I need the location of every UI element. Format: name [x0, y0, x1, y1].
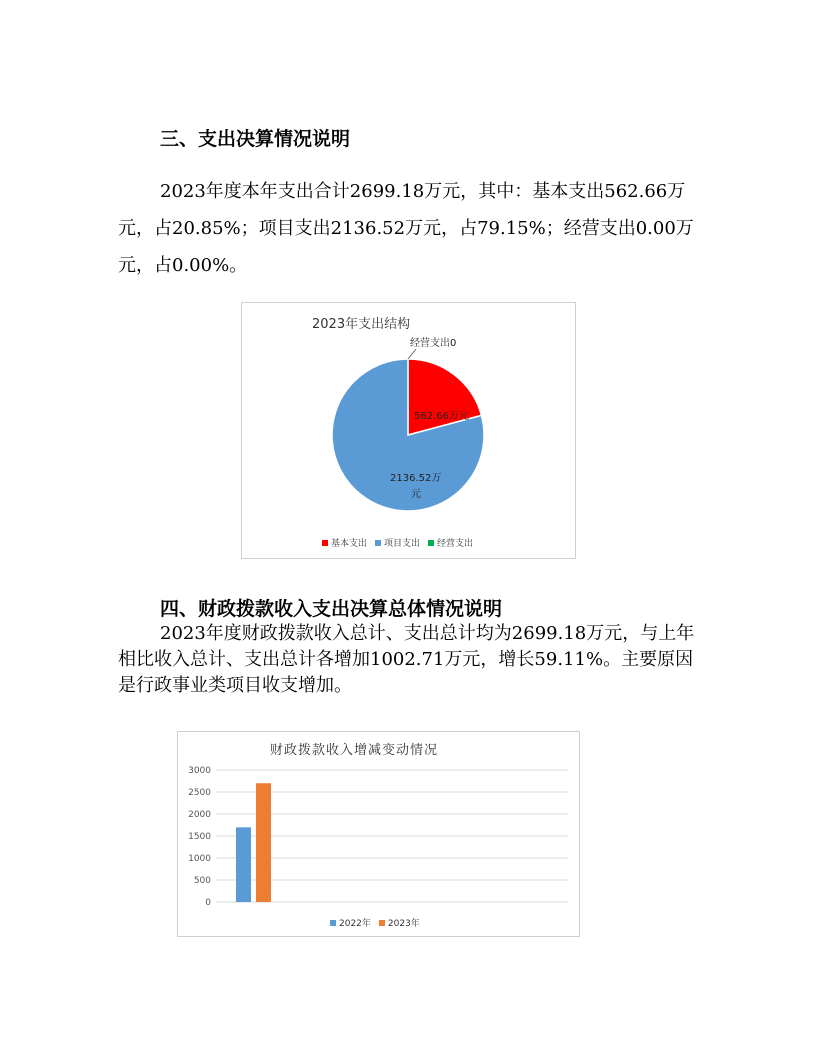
section-heading-expenditure: 三、支出决算情况说明 — [160, 128, 351, 150]
bar-chart-svg — [178, 732, 579, 936]
legend-swatch-blue — [375, 540, 381, 546]
pie-legend-label: 项目支出 — [384, 539, 421, 549]
bar-y-tick-label: 1000 — [188, 854, 211, 864]
pie-legend-label: 基本支出 — [331, 539, 368, 549]
bar-y-tick-label: 500 — [193, 876, 211, 886]
bar-y-tick-label: 1500 — [188, 832, 211, 842]
bar-legend-label: 2023年 — [387, 919, 420, 929]
legend-swatch-blue — [330, 920, 336, 926]
pie-data-label: 2136.52万 — [390, 473, 442, 484]
bar-y-tick-label: 0 — [205, 898, 211, 908]
pie-data-label: 元 — [411, 489, 421, 500]
paragraph-expenditure — [118, 173, 708, 284]
bar-y-tick-label: 3000 — [188, 766, 211, 776]
bar-y-tick-label: 2000 — [188, 810, 211, 820]
legend-swatch-red — [322, 540, 328, 546]
bar-2023年 — [256, 783, 271, 902]
bar-legend — [330, 916, 424, 929]
pie-legend-label: 经营支出 — [437, 539, 474, 549]
pie-legend-item — [322, 536, 367, 549]
bar-chart-title: 财政拨款收入增减变动情况 — [270, 743, 439, 758]
pie-legend — [322, 536, 477, 549]
bar-legend-label: 2022年 — [339, 919, 371, 929]
bar-legend-item — [330, 916, 371, 929]
bar-chart-frame — [177, 731, 580, 937]
pie-chart-svg — [242, 303, 575, 558]
legend-swatch-green — [428, 540, 434, 546]
section-heading-fiscal: 四、财政拨款收入支出决算总体情况说明 — [160, 598, 503, 620]
paragraph-fiscal — [118, 621, 708, 699]
bar-2022年 — [236, 827, 251, 902]
pie-chart-title: 2023年支出结构 — [312, 317, 411, 332]
pie-chart-frame — [241, 302, 576, 559]
bar-legend-item — [379, 916, 420, 929]
bar-y-tick-label: 2500 — [188, 788, 211, 798]
pie-legend-item — [428, 536, 473, 549]
pie-data-label: 经营支出0 — [410, 338, 457, 349]
paragraph-expenditure-text: 2023年度本年支出合计2699.18万元，其中：基本支出562.66万元，占20.85%；项目支出2136.52万元，占79.15%；经营支出0.00万元，占0.00%。 — [118, 181, 694, 276]
pie-legend-item — [375, 536, 420, 549]
paragraph-fiscal-text: 2023年度财政拨款收入总计、支出总计均为2699.18万元，与上年相比收入总计、支出总计各增加1002.71万元，增长59.11%。主要原因是行政事业类项目收支增加。 — [118, 623, 695, 696]
legend-swatch-orange — [379, 920, 385, 926]
pie-leader-line — [408, 349, 416, 359]
pie-data-label: 562.66万元 — [414, 411, 469, 422]
